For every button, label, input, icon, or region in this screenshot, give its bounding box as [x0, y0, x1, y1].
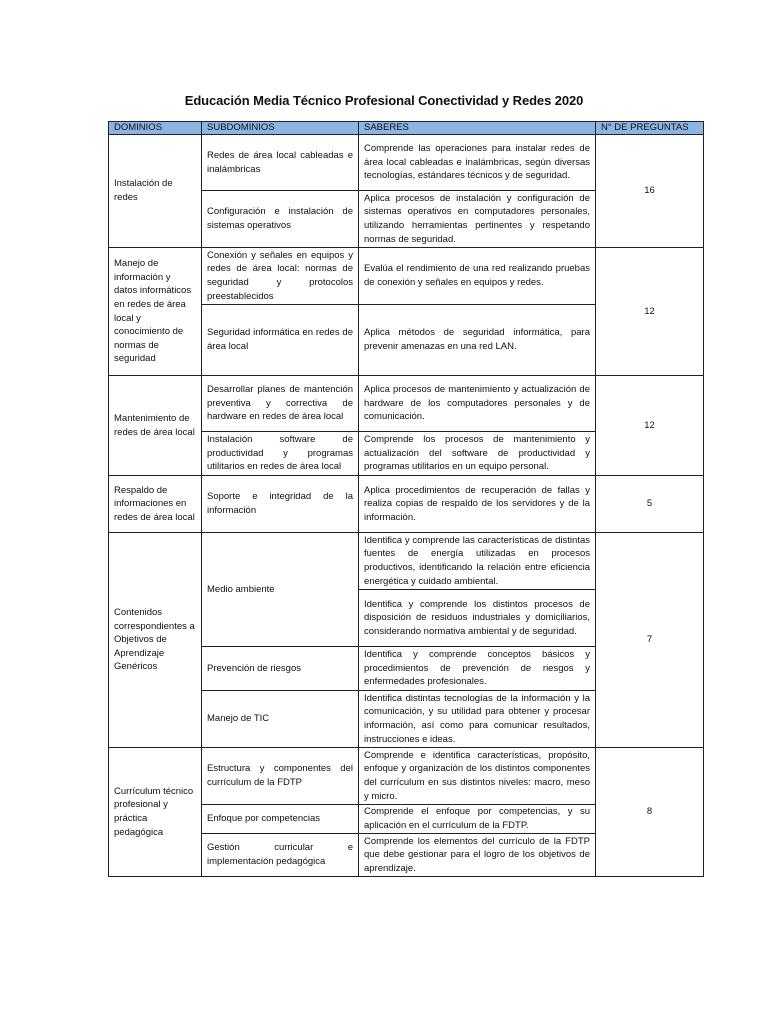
subdominio-cell: Desarrollar planes de mantención preventiva y correctiva de hardware en redes de área local — [202, 376, 359, 432]
header-subdominios: SUBDOMINIOS — [202, 122, 359, 135]
preguntas-cell: 12 — [596, 376, 704, 476]
competencies-table — [108, 121, 704, 877]
preguntas-cell: 7 — [596, 533, 704, 748]
subdominio-cell: Estructura y componentes del currículum de la FDTP — [202, 748, 359, 805]
subdominio-cell: Soporte e integridad de la información — [202, 476, 359, 533]
saber-cell: Identifica y comprende conceptos básicos y procedimientos de prevención de riesgos y enfermedades profesionales. — [359, 647, 596, 691]
subdominio-cell: Configuración e instalación de sistemas operativos — [202, 191, 359, 248]
table-row — [109, 135, 704, 191]
preguntas-cell: 16 — [596, 135, 704, 248]
table-row — [109, 248, 704, 305]
table-row — [109, 533, 704, 590]
saber-cell: Comprende el enfoque por competencias, y su aplicación en el currículum de la FDTP. — [359, 805, 596, 834]
dominio-cell: Manejo de información y datos informáticos en redes de área local y conocimiento de normas de seguridad — [109, 248, 202, 376]
dominio-cell: Respaldo de informaciones en redes de área local — [109, 476, 202, 533]
table-header-row — [109, 122, 704, 135]
table-row — [109, 476, 704, 533]
saber-cell: Evalúa el rendimiento de una red realizando pruebas de conexión y señales en equipos y redes. — [359, 248, 596, 305]
saber-cell: Aplica métodos de seguridad informática, para prevenir amenazas en una red LAN. — [359, 305, 596, 376]
subdominio-cell: Redes de área local cableadas e inalámbricas — [202, 135, 359, 191]
table-row — [109, 376, 704, 432]
document-title: Educación Media Técnico Profesional Conectividad y Redes 2020 — [184, 93, 584, 108]
subdominio-cell: Enfoque por competencias — [202, 805, 359, 834]
preguntas-cell: 12 — [596, 248, 704, 376]
preguntas-cell: 8 — [596, 748, 704, 877]
subdominio-cell: Manejo de TIC — [202, 691, 359, 748]
header-preguntas: N° DE PREGUNTAS — [596, 122, 704, 135]
subdominio-cell: Seguridad informática en redes de área local — [202, 305, 359, 376]
subdominio-cell: Gestión curricular e implementación pedagógica — [202, 834, 359, 877]
saber-cell: Comprende los elementos del currículo de la FDTP que debe gestionar para el logro de los objetivos de aprendizaje. — [359, 834, 596, 877]
subdominio-cell: Medio ambiente — [202, 533, 359, 647]
header-saberes: SABERES — [359, 122, 596, 135]
saber-cell: Aplica procesos de instalación y configuración de sistemas operativos en computadores personales, utilizando herramientas pertinentes y respetando normas de seguridad. — [359, 191, 596, 248]
dominio-cell: Currículum técnico profesional y práctica pedagógica — [109, 748, 202, 877]
saber-cell: Comprende las operaciones para instalar redes de área local cableadas e inalámbricas, según diversas tecnologías, estándares técnicos y de seguridad. — [359, 135, 596, 191]
table-row — [109, 748, 704, 805]
header-dominios: DOMINIOS — [109, 122, 202, 135]
dominio-cell: Instalación de redes — [109, 135, 202, 248]
subdominio-cell: Instalación software de productividad y programas utilitarios en redes de área local — [202, 432, 359, 476]
dominio-cell: Contenidos correspondientes a Objetivos de Aprendizaje Genéricos — [109, 533, 202, 748]
preguntas-cell: 5 — [596, 476, 704, 533]
saber-cell: Identifica y comprende las características de distintas fuentes de energía utilizadas en procesos productivos, identificando la relación entre eficiencia energética y cuidado ambiental. — [359, 533, 596, 590]
subdominio-cell: Conexión y señales en equipos y redes de área local: normas de seguridad y protocolos preestablecidos — [202, 248, 359, 305]
dominio-cell: Mantenimiento de redes de área local — [109, 376, 202, 476]
saber-cell: Comprende los procesos de mantenimiento y actualización del software de productividad y programas utilitarios en un equipo personal. — [359, 432, 596, 476]
saber-cell: Aplica procesos de mantenimiento y actualización de hardware de los computadores personales y de comunicación. — [359, 376, 596, 432]
subdominio-cell: Prevención de riesgos — [202, 647, 359, 691]
saber-cell: Identifica distintas tecnologías de la información y la comunicación, y su utilidad para obtener y procesar información, así como para comunicar resultados, instrucciones e ideas. — [359, 691, 596, 748]
saber-cell: Aplica procedimientos de recuperación de fallas y realiza copias de respaldo de los servidores y de la información. — [359, 476, 596, 533]
saber-cell: Comprende e identifica características, propósito, enfoque y organización de los distintos componentes del currículum en sus distintos niveles: macro, meso y micro. — [359, 748, 596, 805]
saber-cell: Identifica y comprende los distintos procesos de disposición de residuos industriales y domiciliarios, considerando normativa ambiental y de seguridad. — [359, 590, 596, 647]
